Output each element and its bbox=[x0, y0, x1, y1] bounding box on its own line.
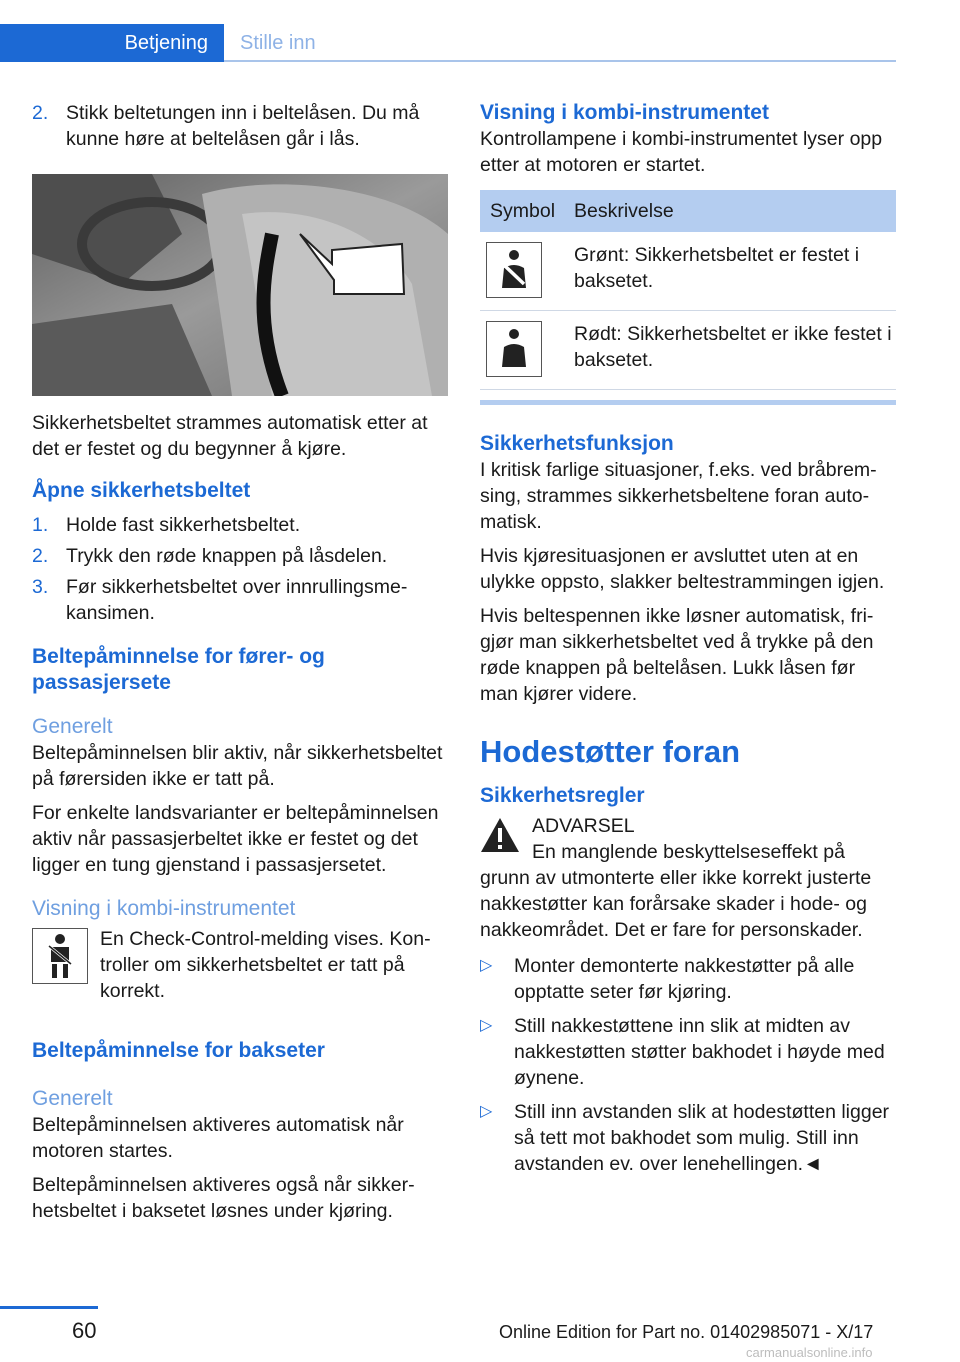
step-number: 3. bbox=[32, 576, 49, 598]
step-text: Stikk beltetungen inn i beltelåsen. Du må kunne høre at beltelåsen går i lås. bbox=[66, 102, 420, 150]
bullet-triangle-icon: ▷ bbox=[480, 1017, 493, 1034]
seatbelt-warning-icon bbox=[32, 928, 88, 984]
header-rule bbox=[224, 60, 896, 62]
general-paragraph-1: Beltepåminnelsen blir aktiv, når sikkerhetsbeltet på førersiden ikke er tatt på. bbox=[32, 742, 443, 790]
check-control-block bbox=[32, 926, 448, 1004]
rear-general-heading: Generelt bbox=[32, 1087, 113, 1110]
seatbelt-buckle-photo bbox=[32, 174, 448, 396]
bullet-text: Monter demonterte nakkestøtter på alle opptatte seter før kjøring. bbox=[514, 955, 855, 1003]
list-item bbox=[32, 100, 448, 152]
list-item bbox=[480, 1099, 896, 1177]
right-column bbox=[480, 100, 896, 1185]
list-item bbox=[32, 543, 448, 569]
bullet-triangle-icon: ▷ bbox=[480, 1103, 493, 1120]
tighten-paragraph: Sikkerhetsbeltet strammes automatisk etter at det er festet og du begynner å kjøre. bbox=[32, 412, 428, 460]
step-number: 2. bbox=[32, 545, 49, 567]
column-header-description: Beskrivelse bbox=[564, 190, 896, 232]
table-row bbox=[480, 232, 896, 311]
description-cell: Grønt: Sikkerhetsbeltet er festet i baksetet. bbox=[564, 232, 896, 311]
warning-block bbox=[480, 813, 896, 839]
fasten-steps bbox=[32, 100, 448, 152]
rear-display-intro: Kontrollampene i kombi-instrumentet lyser opp etter at motoren er startet. bbox=[480, 128, 883, 176]
table-row bbox=[480, 311, 896, 390]
bullet-text: Still inn avstanden slik at hodestøtten ligger så tett mot bakhodet som mulig. Still inn avstanden ev. over lenehellingen.◄ bbox=[514, 1101, 890, 1175]
seatbelt-unfastened-icon bbox=[486, 321, 542, 377]
rear-display-heading: Visning i kombi-instrumentet bbox=[480, 101, 769, 124]
display-heading: Visning i kombi-instrumentet bbox=[32, 897, 296, 920]
symbol-table bbox=[480, 190, 896, 390]
watermark: carmanualsonline.info bbox=[746, 1345, 873, 1360]
safety-function-heading: Sikkerhetsfunksjon bbox=[480, 432, 674, 455]
list-item bbox=[32, 512, 448, 538]
footer-rule bbox=[0, 1306, 98, 1309]
step-number: 2. bbox=[32, 102, 49, 124]
safety-rules-heading: Sikkerhetsregler bbox=[480, 784, 645, 807]
rear-paragraph-2: Beltepåminnelsen aktiveres også når sikkerhetsbeltet i baksetet løsnes under kjøring. bbox=[32, 1174, 415, 1222]
step-number: 1. bbox=[32, 514, 49, 536]
table-end-rule bbox=[480, 400, 896, 405]
list-item bbox=[32, 574, 448, 626]
step-text: Trykk den røde knappen på låsdelen. bbox=[66, 545, 388, 567]
step-text: Holde fast sikkerhetsbeltet. bbox=[66, 514, 301, 536]
tab-stille-inn[interactable]: Stille inn bbox=[240, 31, 316, 54]
rear-paragraph-1: Beltepåminnelsen aktiveres automatisk når motoren startes. bbox=[32, 1114, 404, 1162]
check-control-text: En Check-Control-melding vises. Kontroller om sikkerhetsbeltet er tatt på korrekt. bbox=[100, 928, 431, 1002]
edition-text: Online Edition for Part no. 01402985071 - X/17 bbox=[499, 1322, 874, 1342]
general-heading: Generelt bbox=[32, 715, 113, 738]
left-column bbox=[32, 100, 448, 1232]
step-text: Før sikkerhetsbeltet over innrullingsmekansimen. bbox=[66, 576, 408, 624]
description-cell: Rødt: Sikkerhetsbeltet er ikke festet i baksetet. bbox=[564, 311, 896, 390]
open-steps bbox=[32, 512, 448, 626]
safety-paragraph-2: Hvis kjøresituasjonen er avsluttet uten at en ulykke oppsto, slakker beltestrammingen igjen. bbox=[480, 545, 885, 593]
tab-betjening[interactable]: Betjening bbox=[0, 24, 224, 62]
seatbelt-buckle-illustration bbox=[32, 174, 448, 396]
list-item bbox=[480, 1013, 896, 1091]
bullet-triangle-icon: ▷ bbox=[480, 957, 493, 974]
general-paragraph-2: For enkelte landsvarianter er beltepåminnelsen aktiv når passasjerbeltet ikke er festet og det ligger en tung gjenstand i passasjersetet. bbox=[32, 802, 439, 876]
table-header-row bbox=[480, 190, 896, 232]
bullet-text: Still nakkestøttene inn slik at midten av nakkestøtten støtter bakhodet i høyde med øynene. bbox=[514, 1015, 885, 1089]
column-header-symbol: Symbol bbox=[480, 190, 564, 232]
page-header bbox=[0, 0, 960, 62]
headrest-heading: Hodestøtter foran bbox=[480, 734, 741, 769]
driver-reminder-heading: Beltepåminnelse for fører- og passasjersete bbox=[32, 645, 325, 694]
safety-paragraph-1: I kritisk farlige situasjoner, f.eks. ved bråbremsing, strammes sikkerhetsbeltene foran automatisk. bbox=[480, 459, 877, 533]
open-seatbelt-heading: Åpne sikkerhetsbeltet bbox=[32, 479, 251, 502]
warning-triangle-icon bbox=[480, 817, 520, 858]
safety-paragraph-3: Hvis beltespennen ikke løsner automatisk, frigjør man sikkerhetsbeltet ved å trykke på den røde knappen på beltelåsen. Lukk låsen før man kjører videre. bbox=[480, 605, 874, 705]
symbol-cell bbox=[480, 311, 564, 390]
list-item bbox=[480, 953, 896, 1005]
headrest-instructions bbox=[480, 953, 896, 1177]
seatbelt-fastened-icon bbox=[486, 242, 542, 298]
warning-text: En manglende beskyttelseseffekt på grunn av utmonterte eller ikke korrekt justerte nakkestøtter kan forårsake skader i hode- og nakkeområdet. Det er fare for personskader. bbox=[480, 841, 872, 941]
symbol-cell bbox=[480, 232, 564, 311]
warning-label: ADVARSEL bbox=[532, 815, 635, 837]
rear-reminder-heading: Beltepåminnelse for bakseter bbox=[32, 1039, 325, 1062]
page-number: 60 bbox=[72, 1318, 97, 1343]
